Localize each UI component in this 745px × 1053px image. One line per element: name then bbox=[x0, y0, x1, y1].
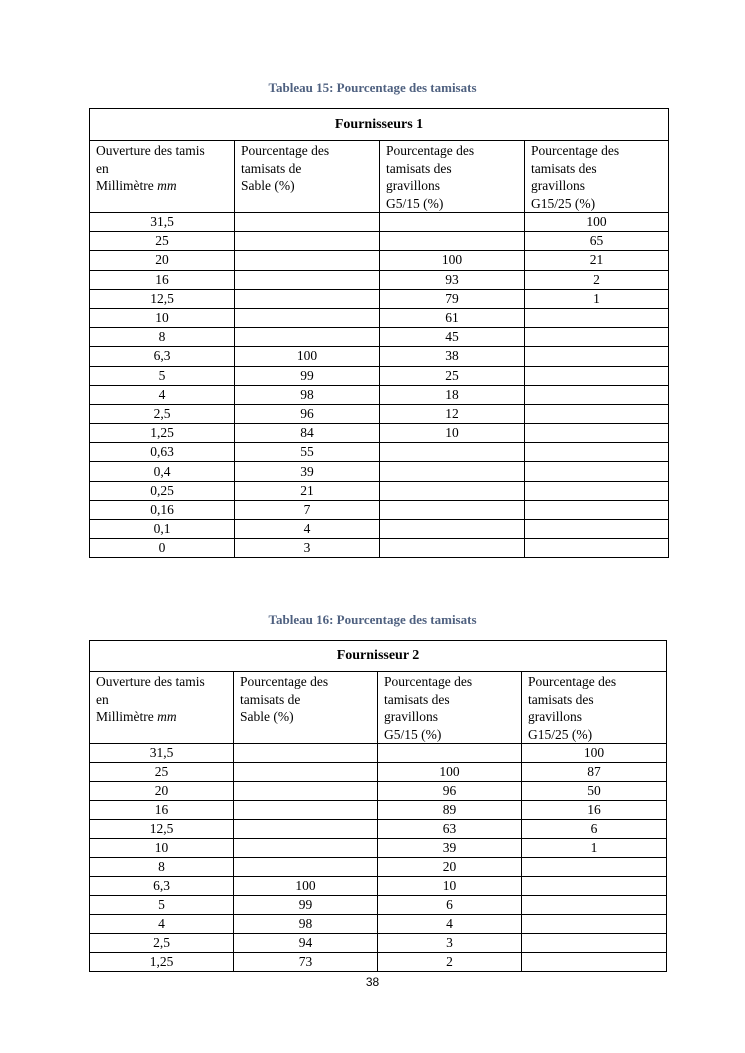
table-cell: 3 bbox=[235, 539, 380, 558]
table-cell: 0,25 bbox=[90, 481, 235, 500]
table-cell: 21 bbox=[525, 251, 669, 270]
table-cell: 10 bbox=[90, 839, 234, 858]
table-cell: 0,4 bbox=[90, 462, 235, 481]
table-cell: 100 bbox=[234, 877, 378, 896]
table1-header-g5-15: Pourcentage des tamisats des gravillons G5/15 (%) bbox=[380, 141, 525, 213]
table1-row bbox=[90, 251, 669, 270]
table-cell bbox=[380, 539, 525, 558]
table2-title: Fournisseur 2 bbox=[90, 641, 667, 672]
table-cell bbox=[235, 213, 380, 232]
table2-row bbox=[90, 820, 667, 839]
table-cell bbox=[525, 462, 669, 481]
table2-row bbox=[90, 915, 667, 934]
table-cell: 6 bbox=[522, 820, 667, 839]
table1-row bbox=[90, 462, 669, 481]
table1-row bbox=[90, 539, 669, 558]
table2 bbox=[89, 640, 667, 972]
table-cell: 63 bbox=[378, 820, 522, 839]
table-cell bbox=[525, 366, 669, 385]
table-cell: 6,3 bbox=[90, 347, 235, 366]
table-cell bbox=[234, 858, 378, 877]
table-cell bbox=[234, 820, 378, 839]
table-cell: 89 bbox=[378, 801, 522, 820]
table-cell: 99 bbox=[235, 366, 380, 385]
table2-row bbox=[90, 934, 667, 953]
table1-header-g15-25: Pourcentage des tamisats des gravillons G15/25 (%) bbox=[525, 141, 669, 213]
table-cell: 3 bbox=[378, 934, 522, 953]
table-cell bbox=[235, 270, 380, 289]
table-cell bbox=[235, 308, 380, 327]
table-cell bbox=[525, 328, 669, 347]
table-cell: 100 bbox=[378, 763, 522, 782]
table1-title: Fournisseurs 1 bbox=[90, 109, 669, 141]
table-cell bbox=[522, 934, 667, 953]
table1-row bbox=[90, 520, 669, 539]
table-cell: 10 bbox=[380, 424, 525, 443]
table1-row bbox=[90, 347, 669, 366]
table-cell: 73 bbox=[234, 953, 378, 972]
table-cell bbox=[522, 877, 667, 896]
table-cell: 10 bbox=[378, 877, 522, 896]
table-cell: 31,5 bbox=[90, 213, 235, 232]
table-cell: 38 bbox=[380, 347, 525, 366]
table-cell: 84 bbox=[235, 424, 380, 443]
table-cell: 5 bbox=[90, 366, 235, 385]
table-cell bbox=[525, 347, 669, 366]
table2-caption: Tableau 16: Pourcentage des tamisats bbox=[268, 612, 477, 627]
table-cell bbox=[380, 443, 525, 462]
table-cell: 25 bbox=[380, 366, 525, 385]
table-cell: 100 bbox=[522, 744, 667, 763]
table-cell: 20 bbox=[378, 858, 522, 877]
table-cell: 20 bbox=[90, 782, 234, 801]
table-cell bbox=[234, 782, 378, 801]
table-cell: 12,5 bbox=[90, 820, 234, 839]
table-cell: 20 bbox=[90, 251, 235, 270]
table-cell bbox=[380, 232, 525, 251]
table-cell bbox=[234, 839, 378, 858]
table-cell: 79 bbox=[380, 289, 525, 308]
table-cell bbox=[234, 744, 378, 763]
table2-header-sand: Pourcentage des tamisats de Sable (%) bbox=[234, 672, 378, 744]
table-cell: 0,63 bbox=[90, 443, 235, 462]
table-cell: 6 bbox=[378, 896, 522, 915]
table-cell: 1 bbox=[525, 289, 669, 308]
table1-row bbox=[90, 328, 669, 347]
table-cell: 16 bbox=[90, 801, 234, 820]
table-cell bbox=[522, 858, 667, 877]
table-cell: 99 bbox=[234, 896, 378, 915]
table1-row bbox=[90, 213, 669, 232]
table-cell: 100 bbox=[380, 251, 525, 270]
table-cell: 5 bbox=[90, 896, 234, 915]
table-cell: 55 bbox=[235, 443, 380, 462]
table-cell bbox=[525, 385, 669, 404]
table-cell: 100 bbox=[235, 347, 380, 366]
table-cell: 93 bbox=[380, 270, 525, 289]
table1-header-aperture: Ouverture des tamis en Millimètre mm bbox=[90, 141, 235, 213]
table1-row bbox=[90, 424, 669, 443]
table-cell: 8 bbox=[90, 858, 234, 877]
table1-row bbox=[90, 404, 669, 423]
table-cell: 6,3 bbox=[90, 877, 234, 896]
table2-row bbox=[90, 953, 667, 972]
table-cell bbox=[525, 520, 669, 539]
table2-row bbox=[90, 801, 667, 820]
table-cell bbox=[525, 404, 669, 423]
table-cell bbox=[234, 763, 378, 782]
table2-header-g5-15: Pourcentage des tamisats des gravillons G5/15 (%) bbox=[378, 672, 522, 744]
table1-row bbox=[90, 366, 669, 385]
table-cell: 25 bbox=[90, 232, 235, 251]
table1-row bbox=[90, 308, 669, 327]
table-cell: 31,5 bbox=[90, 744, 234, 763]
table-cell bbox=[525, 424, 669, 443]
table-cell: 50 bbox=[522, 782, 667, 801]
table-cell bbox=[522, 915, 667, 934]
table1-row bbox=[90, 481, 669, 500]
table1-header-sand: Pourcentage des tamisats de Sable (%) bbox=[235, 141, 380, 213]
table-cell: 18 bbox=[380, 385, 525, 404]
table-cell: 0 bbox=[90, 539, 235, 558]
table-cell: 2 bbox=[378, 953, 522, 972]
table-cell: 10 bbox=[90, 308, 235, 327]
table2-header-g15-25: Pourcentage des tamisats des gravillons G15/25 (%) bbox=[522, 672, 667, 744]
table-cell: 39 bbox=[235, 462, 380, 481]
table-cell: 45 bbox=[380, 328, 525, 347]
table-cell: 12,5 bbox=[90, 289, 235, 308]
table-cell: 100 bbox=[525, 213, 669, 232]
table1-row bbox=[90, 443, 669, 462]
table-cell: 0,16 bbox=[90, 500, 235, 519]
table1-row bbox=[90, 232, 669, 251]
table1 bbox=[89, 108, 669, 558]
table1-row bbox=[90, 500, 669, 519]
table2-row bbox=[90, 744, 667, 763]
table-cell bbox=[525, 500, 669, 519]
table-cell: 39 bbox=[378, 839, 522, 858]
table-cell: 12 bbox=[380, 404, 525, 423]
table-cell: 2,5 bbox=[90, 404, 235, 423]
table-cell: 21 bbox=[235, 481, 380, 500]
table-cell: 16 bbox=[522, 801, 667, 820]
table2-row bbox=[90, 877, 667, 896]
table-cell bbox=[522, 896, 667, 915]
table-cell: 87 bbox=[522, 763, 667, 782]
page-number: 38 bbox=[365, 975, 380, 989]
table-cell bbox=[380, 462, 525, 481]
table-cell: 7 bbox=[235, 500, 380, 519]
table-cell: 4 bbox=[378, 915, 522, 934]
table-cell bbox=[380, 213, 525, 232]
table-cell: 1 bbox=[522, 839, 667, 858]
table-cell: 0,1 bbox=[90, 520, 235, 539]
table2-row bbox=[90, 763, 667, 782]
table-cell: 61 bbox=[380, 308, 525, 327]
table-cell bbox=[378, 744, 522, 763]
table-cell bbox=[525, 443, 669, 462]
table-cell: 94 bbox=[234, 934, 378, 953]
table-cell bbox=[380, 520, 525, 539]
table-cell bbox=[235, 328, 380, 347]
table-cell: 2,5 bbox=[90, 934, 234, 953]
table1-caption: Tableau 15: Pourcentage des tamisats bbox=[268, 80, 477, 95]
table1-row bbox=[90, 270, 669, 289]
table-cell: 1,25 bbox=[90, 953, 234, 972]
table-cell bbox=[525, 308, 669, 327]
table2-header-aperture: Ouverture des tamis en Millimètre mm bbox=[90, 672, 234, 744]
table-cell bbox=[235, 251, 380, 270]
table-cell: 98 bbox=[234, 915, 378, 934]
table-cell bbox=[380, 481, 525, 500]
table-cell: 8 bbox=[90, 328, 235, 347]
table-cell: 16 bbox=[90, 270, 235, 289]
table-cell bbox=[380, 500, 525, 519]
table-cell bbox=[525, 539, 669, 558]
table-cell bbox=[235, 289, 380, 308]
table2-row bbox=[90, 839, 667, 858]
table-cell: 1,25 bbox=[90, 424, 235, 443]
table-cell: 96 bbox=[235, 404, 380, 423]
table2-row bbox=[90, 782, 667, 801]
table-cell bbox=[522, 953, 667, 972]
table-cell bbox=[234, 801, 378, 820]
table2-row bbox=[90, 896, 667, 915]
table1-row bbox=[90, 385, 669, 404]
table-cell bbox=[235, 232, 380, 251]
table-cell: 96 bbox=[378, 782, 522, 801]
table-cell: 4 bbox=[90, 385, 235, 404]
table1-row bbox=[90, 289, 669, 308]
table-cell: 4 bbox=[90, 915, 234, 934]
table-cell: 65 bbox=[525, 232, 669, 251]
table-cell: 4 bbox=[235, 520, 380, 539]
table-cell bbox=[525, 481, 669, 500]
table2-row bbox=[90, 858, 667, 877]
table-cell: 2 bbox=[525, 270, 669, 289]
table-cell: 98 bbox=[235, 385, 380, 404]
table-cell: 25 bbox=[90, 763, 234, 782]
